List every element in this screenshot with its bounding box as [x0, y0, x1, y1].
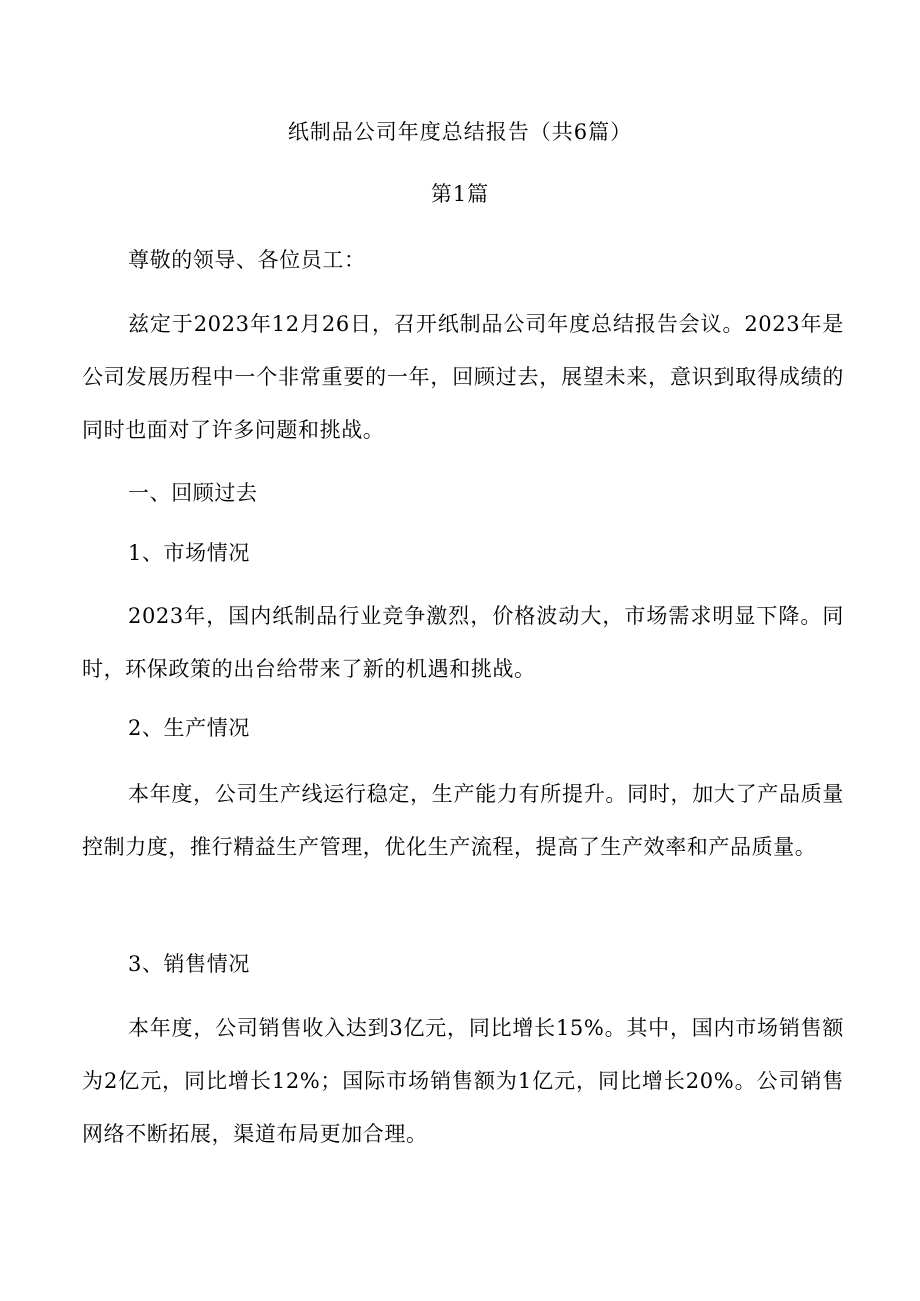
- salutation: 尊敬的领导、各位员工：: [128, 248, 366, 272]
- sales-paragraph: 本年度，公司销售收入达到3亿元，同比增长15%。其中，国内市场销售额为2亿元，同比增长12%；国际市场销售额为1亿元，同比增长20%。公司销售网络不断拓展，渠道布局更加合理。: [82, 1016, 844, 1146]
- document-title: 纸制品公司年度总结报告（共6篇）: [287, 120, 633, 144]
- subsection-heading-production: 2、生产情况: [128, 716, 250, 740]
- market-paragraph: 2023年，国内纸制品行业竞争激烈，价格波动大，市场需求明显下降。同时，环保政策的出台给带来了新的机遇和挑战。: [82, 604, 844, 681]
- intro-paragraph: 兹定于2023年12月26日，召开纸制品公司年度总结报告会议。2023年是公司发展历程中一个非常重要的一年，回顾过去，展望未来，意识到取得成绩的同时也面对了许多问题和挑战。: [82, 312, 844, 442]
- subsection-heading-sales: 3、销售情况: [128, 952, 250, 976]
- part-label: 第1篇: [430, 182, 490, 206]
- production-paragraph: 本年度，公司生产线运行稳定，生产能力有所提升。同时，加大了产品质量控制力度，推行精益生产管理，优化生产流程，提高了生产效率和产品质量。: [82, 782, 844, 859]
- subsection-heading-market: 1、市场情况: [128, 541, 250, 565]
- section-heading-review: 一、回顾过去: [128, 481, 258, 505]
